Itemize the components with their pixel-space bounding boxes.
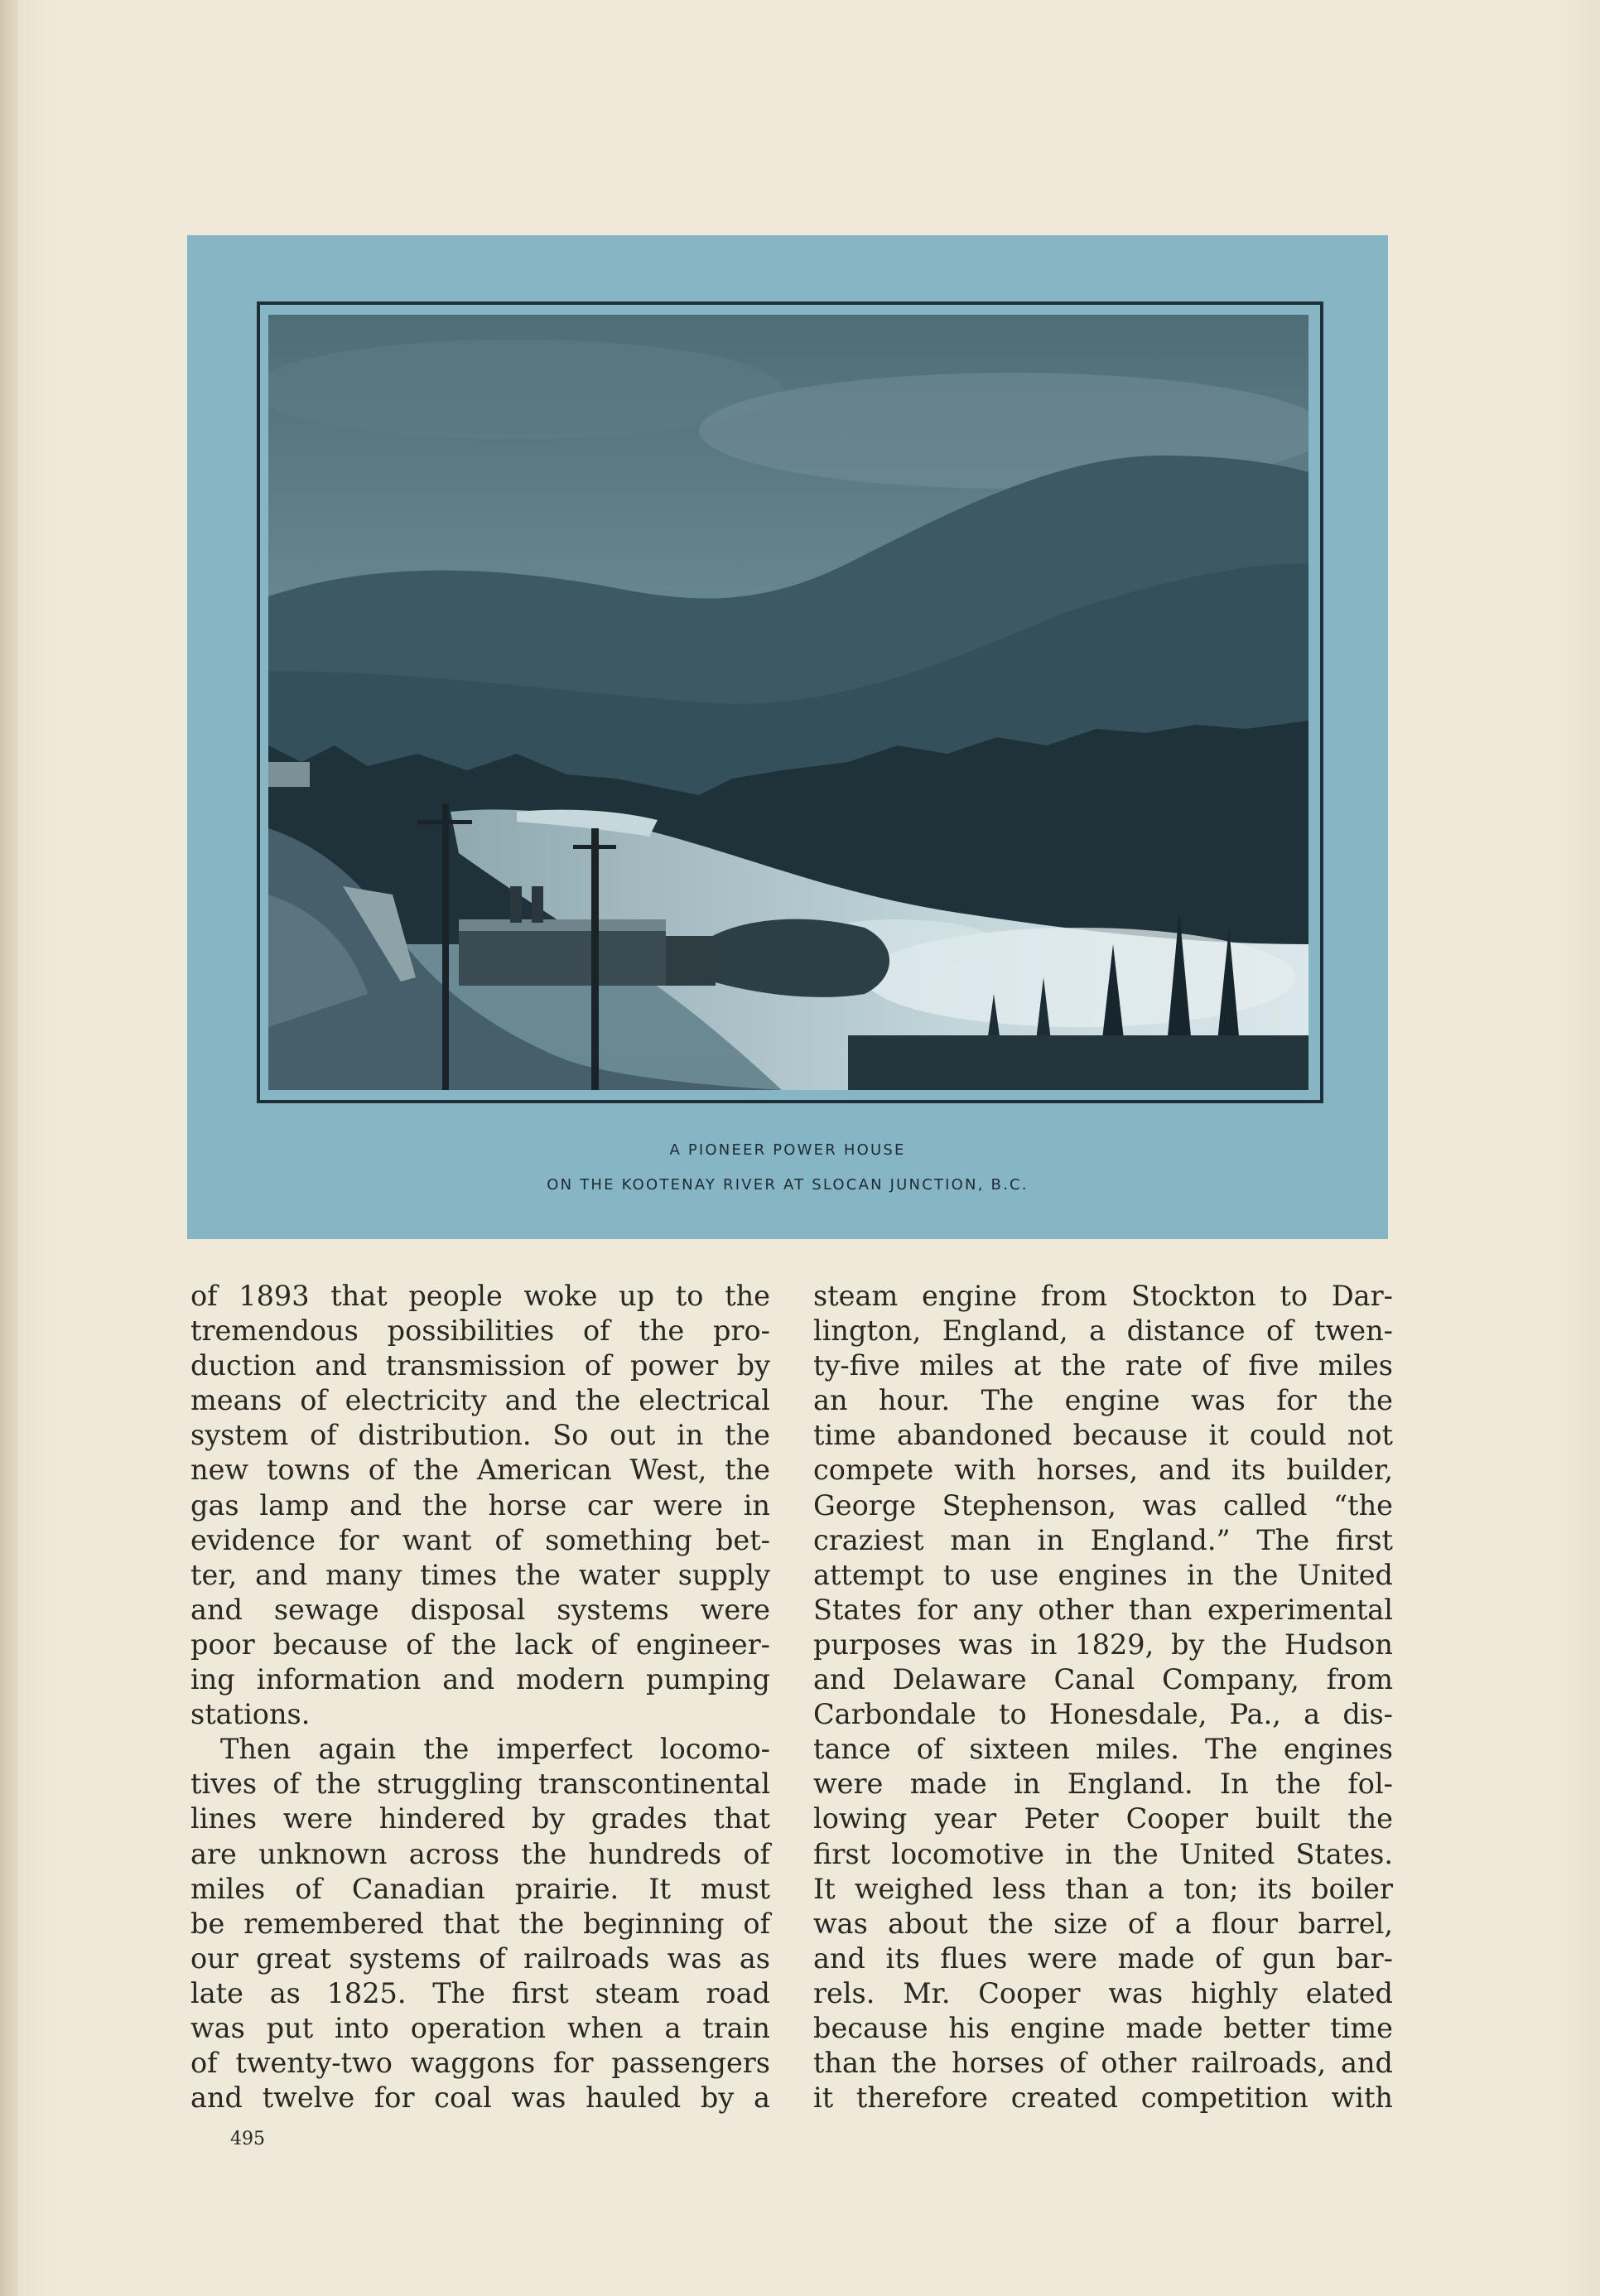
text-line: poor because of the lack of engineer-	[190, 1628, 770, 1661]
text-line: lington, England, a distance of twen-	[813, 1314, 1393, 1348]
text-line: lines were hindered by grades that	[190, 1802, 770, 1835]
text-column-right	[813, 1279, 1393, 2115]
text-line: compete with horses, and its builder,	[813, 1454, 1393, 1487]
text-column-left	[190, 1279, 770, 2115]
text-line: be remembered that the beginning of	[190, 1907, 770, 1940]
text-line: attempt to use engines in the United	[813, 1558, 1393, 1591]
text-line: tance of sixteen miles. The engines	[813, 1733, 1393, 1766]
text-line: and twelve for coal was hauled by a	[190, 2081, 770, 2115]
text-line: It weighed less than a ton; its boiler	[813, 1872, 1393, 1905]
text-line: craziest man in England.” The first	[813, 1523, 1393, 1556]
text-line: George Stephenson, was called “the	[813, 1488, 1393, 1522]
text-line: Then again the imperfect locomo-	[220, 1733, 770, 1766]
text-line: steam engine from Stockton to Dar-	[813, 1280, 1393, 1312]
text-line: our great systems of railroads was as	[190, 1941, 770, 1975]
text-line: purposes was in 1829, by the Hudson	[813, 1628, 1393, 1661]
text-line: and its flues were made of gun bar-	[813, 1941, 1393, 1975]
text-line: and Delaware Canal Company, from	[813, 1663, 1393, 1696]
text-line: of 1893 that people woke up to the	[190, 1280, 770, 1312]
text-line: than the horses of other railroads, and	[813, 2047, 1393, 2080]
text-line: of twenty-two waggons for passengers	[190, 2047, 770, 2080]
photo-caption-title: A PIONEER POWER HOUSE	[669, 1141, 906, 1159]
text-line: ter, and many times the water supply	[190, 1558, 770, 1591]
text-line: tives of the struggling transcontinental	[190, 1768, 770, 1801]
text-line: are unknown across the hundreds of	[190, 1837, 770, 1870]
text-line: ing information and modern pumping	[190, 1663, 770, 1696]
text-line: late as 1825. The first steam road	[190, 1976, 770, 2009]
page-binding-edge	[0, 0, 18, 2296]
text-line: stations.	[190, 1698, 311, 1731]
text-line: and sewage disposal systems were	[190, 1593, 770, 1626]
text-line: lowing year Peter Cooper built the	[813, 1802, 1393, 1835]
text-line: means of electricity and the electrical	[190, 1384, 770, 1417]
text-line: Carbondale to Honesdale, Pa., a dis-	[813, 1698, 1393, 1731]
photo-plate	[187, 235, 1388, 1239]
text-line: new towns of the American West, the	[190, 1454, 770, 1487]
text-line: time abandoned because it could not	[813, 1419, 1393, 1452]
text-line: system of distribution. So out in the	[190, 1419, 770, 1452]
text-line: ty-five miles at the rate of five miles	[813, 1349, 1393, 1382]
text-line: States for any other than experimental	[813, 1593, 1393, 1626]
text-line: was put into operation when a train	[190, 2011, 770, 2044]
photograph-power-house	[268, 315, 1308, 1090]
text-line: an hour. The engine was for the	[813, 1384, 1393, 1417]
text-line: duction and transmission of power by	[190, 1349, 770, 1382]
text-line: miles of Canadian prairie. It must	[190, 1872, 770, 1905]
text-line: gas lamp and the horse car were in	[190, 1488, 770, 1522]
text-line: was about the size of a flour barrel,	[813, 1907, 1393, 1940]
text-line: were made in England. In the fol-	[813, 1768, 1393, 1801]
text-line: rels. Mr. Cooper was highly elated	[813, 1976, 1393, 2009]
text-line: evidence for want of something bet-	[190, 1523, 770, 1556]
page-number: 495	[230, 2129, 265, 2149]
text-line: first locomotive in the United States.	[813, 1837, 1393, 1870]
text-line: it therefore created competition with	[813, 2081, 1393, 2115]
photograph-illustration	[268, 315, 1308, 1090]
text-line: tremendous possibilities of the pro-	[190, 1314, 770, 1348]
photo-caption-subtitle: ON THE KOOTENAY RIVER AT SLOCAN JUNCTION, B.C.	[547, 1176, 1029, 1194]
text-line: because his engine made better time	[813, 2011, 1393, 2044]
